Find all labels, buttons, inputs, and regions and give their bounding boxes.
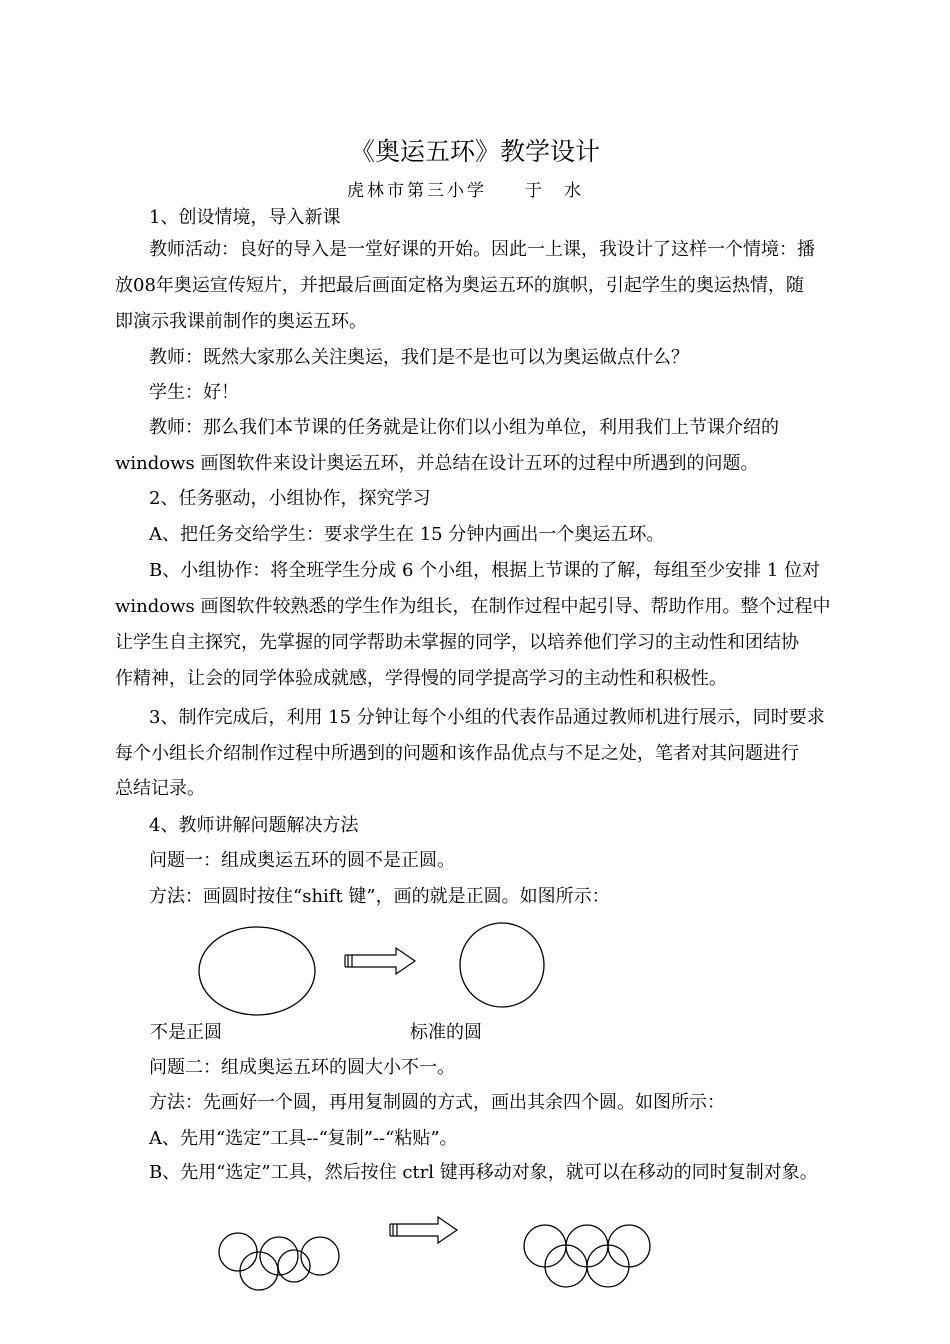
paragraph-line: windows 画图软件较熟悉的学生作为组长，在制作过程中起引导、帮助作用。整个过程中 (115, 596, 831, 617)
method-2-step-b: B、先用“选定”工具，然后按住 ctrl 键再移动对象，就可以在移动的同时复制对象。 (149, 1162, 818, 1183)
ring (278, 1250, 310, 1282)
problem-1: 问题一：组成奥运五环的圆不是正圆。 (149, 850, 455, 871)
paragraph-line: 学生：好！ (149, 382, 239, 403)
method-2-step-a: A、先用“选定”工具--“复制”--“粘贴”。 (149, 1128, 458, 1149)
caption-non-circle: 不是正圆 (150, 1022, 222, 1043)
section-1-heading: 1、创设情境，导入新课 (149, 207, 341, 228)
paragraph-line: A、把任务交给学生：要求学生在 15 分钟内画出一个奥运五环。 (149, 524, 665, 545)
paragraph-line: 放08年奥运宣传短片，并把最后画面定格为奥运五环的旗帜，引起学生的奥运热情，随 (115, 275, 804, 296)
right-arrow-icon (345, 948, 415, 974)
ring (240, 1252, 278, 1290)
paragraph-line: B、小组协作：将全班学生分成 6 个小组，根据上节课的了解，每组至少安排 1 位对 (149, 560, 821, 581)
paragraph-line: 教师：既然大家那么关注奥运，我们是不是也可以为奥运做点什么？ (149, 347, 689, 368)
page-title: 《奥运五环》教学设计 (349, 137, 600, 166)
method-1: 方法：画圆时按住“shift 键”，画的就是正圆。如图所示： (149, 886, 610, 907)
figure-circle-comparison (190, 920, 560, 1020)
irregular-rings (219, 1233, 339, 1290)
paragraph-line: 即演示我课前制作的奥运五环。 (115, 311, 367, 332)
paragraph-line: 让学生自主探究，先掌握的同学帮助未掌握的同学，以培养他们学习的主动性和团结协 (115, 632, 799, 653)
paragraph-line: 每个小组长介绍制作过程中所遇到的问题和该作品优点与不足之处，笔者对其问题进行 (115, 743, 799, 764)
caption-standard-circle: 标准的圆 (410, 1022, 482, 1043)
paragraph-line: 教师：那么我们本节课的任务就是让你们以小组为单位，利用我们上节课介绍的 (149, 417, 779, 438)
section-4-heading: 4、教师讲解问题解决方法 (149, 815, 359, 836)
author-name: 于水 (525, 181, 603, 201)
standard-circle (460, 923, 544, 1007)
problem-2: 问题二：组成奥运五环的圆大小不一。 (149, 1057, 455, 1078)
section-2-heading: 2、任务驱动，小组协作，探究学习 (149, 488, 431, 509)
right-arrow-icon (390, 1217, 457, 1243)
school-name: 虎林市第三小学 (347, 181, 487, 201)
section-3-line: 3、制作完成后，利用 15 分钟让每个小组的代表作品通过教师机进行展示，同时要求 (149, 707, 825, 728)
non-circle-ellipse (199, 927, 315, 1015)
paragraph-line: 总结记录。 (115, 778, 205, 799)
method-2: 方法：先画好一个圆，再用复制圆的方式，画出其余四个圆。如图所示： (149, 1092, 725, 1113)
paragraph-line: windows 画图软件来设计奥运五环，并总结在设计五环的过程中所遇到的问题。 (115, 453, 759, 474)
figure-rings-comparison (210, 1205, 650, 1340)
uniform-rings (524, 1225, 650, 1287)
paragraph-line: 作精神，让会的同学体验成就感，学得慢的同学提高学习的主动性和积极性。 (115, 668, 727, 689)
paragraph-line: 教师活动：良好的导入是一堂好课的开始。因此一上课，我设计了这样一个情境：播 (149, 239, 815, 260)
subtitle (0, 176, 950, 201)
ring (219, 1233, 257, 1271)
